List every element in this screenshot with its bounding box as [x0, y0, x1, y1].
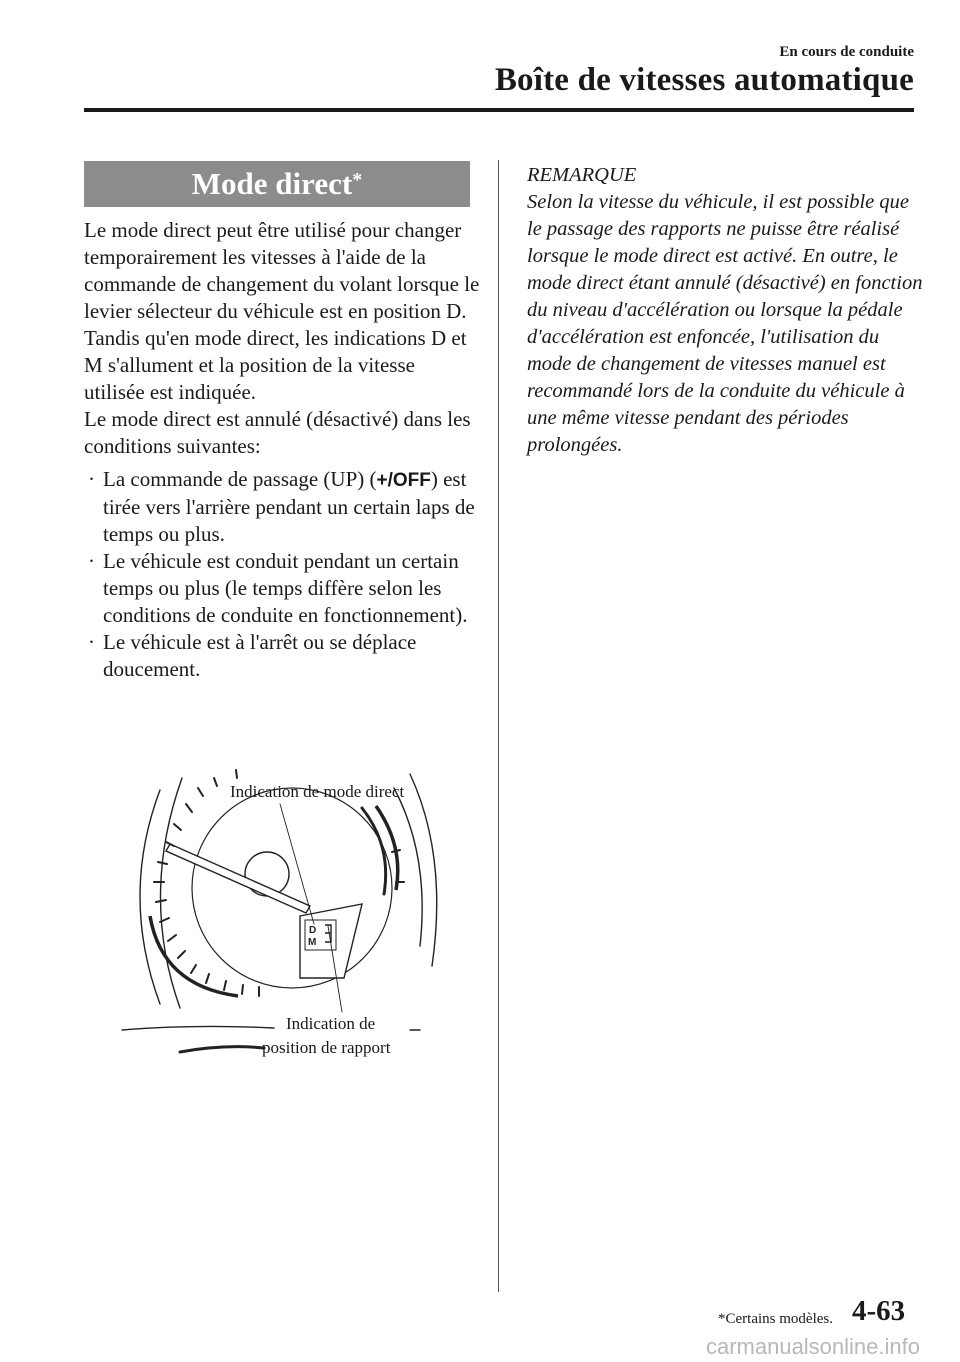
indicator-m: M: [308, 937, 317, 948]
cluster-illustration: [114, 766, 454, 1066]
condition-item-1: [84, 466, 480, 548]
body-paragraph-1: Le mode direct peut être utilisé pour changer temporairement les vitesses à l'aide de la commande de changement du volant lorsque le levier sélecteur du véhicule est en position D.: [84, 218, 480, 323]
remark-title: REMARQUE: [527, 164, 637, 186]
condition-item-2: [84, 548, 480, 629]
column-divider: [498, 160, 499, 1292]
header-rule: [84, 108, 914, 112]
up-off-switch-label: +/OFF: [376, 470, 431, 491]
indicator-d: D: [309, 925, 317, 936]
body-text: [84, 217, 480, 683]
bullet-marker: ·: [88, 467, 95, 491]
body-paragraph-2: Tandis qu'en mode direct, les indications D et M s'allument et la position de la vitesse utilisée est indiquée.: [84, 326, 467, 404]
condition-3-text: Le véhicule est à l'arrêt ou se déplace doucement.: [103, 630, 417, 681]
remark-box: [527, 162, 927, 459]
remark-text: Selon la vitesse du véhicule, il est possible que le passage des rapports ne puisse être réalisé lorsque le mode direct est activé. En outre, le mode direct étant annulé (désactivé) en fonction du niveau d'accélération ou lorsque la pédale d'accélération est enfoncée, l'utilisation du mode de changement de vitesses manuel est recommandé lors de la conduite du véhicule à une même vitesse pendant des périodes prolongées.: [527, 191, 923, 456]
footnote-asterisk: *: [352, 168, 363, 191]
footnote: *Certains modèles.: [718, 1311, 833, 1327]
watermark: carmanualsonline.info: [705, 1334, 920, 1359]
label-gear-line1: Indication de: [286, 1014, 376, 1033]
cluster-figure: [114, 766, 454, 1066]
body-paragraph-3: Le mode direct est annulé (désactivé) dans les conditions suivantes:: [84, 407, 471, 458]
condition-2-text: Le véhicule est conduit pendant un certain temps ou plus (le temps diffère selon les conditions de conduite en fonctionnement).: [103, 549, 468, 627]
section-title: Mode direct: [191, 166, 353, 201]
running-header-title: Boîte de vitesses automatique: [494, 62, 914, 98]
label-gear-line2: position de rapport: [262, 1038, 391, 1057]
bullet-marker: ·: [88, 630, 95, 654]
running-header-section: En cours de conduite: [779, 44, 914, 60]
section-banner: [84, 161, 470, 207]
label-direct-mode: Indication de mode direct: [230, 782, 405, 801]
condition-item-3: [84, 629, 480, 683]
condition-1-text-a: La commande de passage (UP) (: [103, 467, 377, 491]
condition-1-text-b: ) est tirée vers l'arrière pendant un certain laps de temps ou plus.: [103, 467, 475, 546]
bullet-marker: ·: [88, 549, 95, 573]
condition-list: [84, 466, 480, 683]
page-number: 4-63: [852, 1295, 906, 1327]
